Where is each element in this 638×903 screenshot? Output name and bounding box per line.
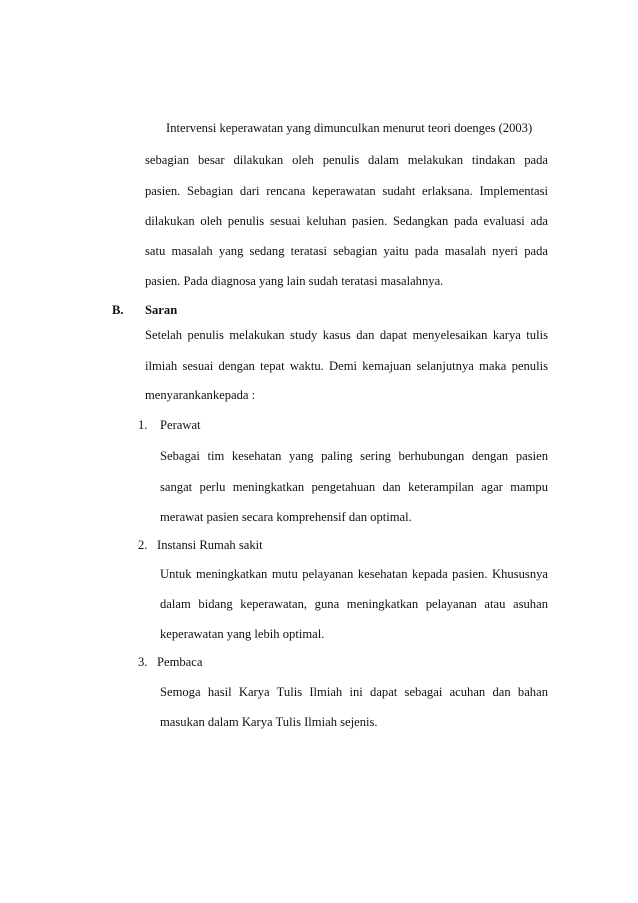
item-number: 3. <box>138 655 148 669</box>
paragraph-line: Setelah penulis melakukan study kasus dan dapat menyelesaikan karya tulis <box>145 328 548 342</box>
paragraph-line: dilakukan oleh penulis sesuai keluhan pasien. Sedangkan pada evaluasi ada <box>145 214 548 228</box>
item-text-line: keperawatan yang lebih optimal. <box>160 627 325 641</box>
item-text-line: dalam bidang keperawatan, guna meningkatkan pelayanan atau asuhan <box>160 597 548 611</box>
item-heading: Pembaca <box>157 655 203 669</box>
section-title: Saran <box>145 303 178 317</box>
paragraph-line: menyarankankepada : <box>145 388 256 402</box>
item-number: 2. <box>138 538 148 552</box>
item-text-line: masukan dalam Karya Tulis Ilmiah sejenis. <box>160 715 378 729</box>
item-heading: Perawat <box>160 418 201 432</box>
paragraph-line: satu masalah yang sedang teratasi sebagian yaitu pada masalah nyeri pada <box>145 244 548 258</box>
item-text-line: Sebagai tim kesehatan yang paling sering berhubungan dengan pasien <box>160 449 548 463</box>
paragraph-line: pasien. Sebagian dari rencana keperawatan sudaht erlaksana. Implementasi <box>145 184 548 198</box>
paragraph-line: Intervensi keperawatan yang dimunculkan menurut teori doenges (2003) <box>166 121 533 135</box>
item-text-line: Untuk meningkatkan mutu pelayanan kesehatan kepada pasien. Khususnya <box>160 567 548 581</box>
item-text-line: sangat perlu meningkatkan pengetahuan dan keterampilan agar mampu <box>160 480 548 494</box>
paragraph-line: sebagian besar dilakukan oleh penulis dalam melakukan tindakan pada <box>145 153 548 167</box>
item-text-line: Semoga hasil Karya Tulis Ilmiah ini dapat sebagai acuhan dan bahan <box>160 685 548 699</box>
section-marker: B. <box>112 303 124 317</box>
paragraph-line: ilmiah sesuai dengan tepat waktu. Demi kemajuan selanjutnya maka penulis <box>145 359 548 373</box>
item-text-line: merawat pasien secara komprehensif dan optimal. <box>160 510 412 524</box>
item-number: 1. <box>138 418 148 432</box>
paragraph-line: pasien. Pada diagnosa yang lain sudah teratasi masalahnya. <box>145 274 444 288</box>
item-heading: Instansi Rumah sakit <box>157 538 263 552</box>
